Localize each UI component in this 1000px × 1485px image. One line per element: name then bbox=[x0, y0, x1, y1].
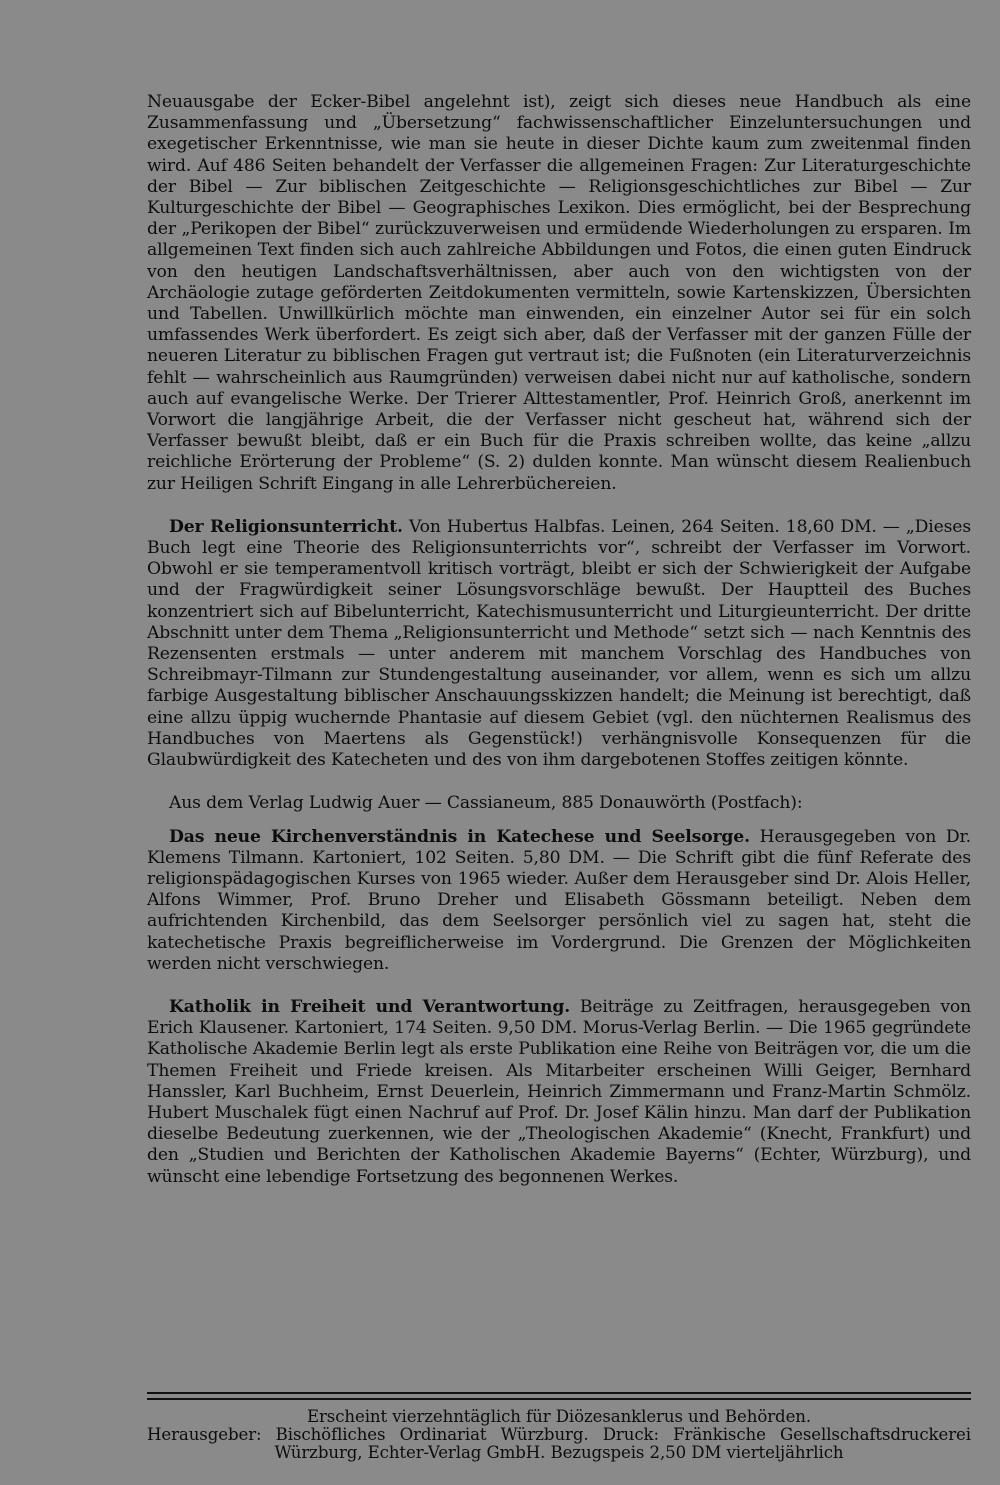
review-text: Herausgegeben von Dr. Klemens Tilmann. Kartoniert, 102 Seiten. 5,80 DM. — Die Schrift gibt die fünf Referate des religionspädagogischen Kurses von 1965 wieder. Außer dem Herausgeber sind Dr. Alois Heller, Alfons Wimmer, Prof. Bruno Dreher und Elisabeth Gössmann beteiligt. Neben dem aufrichtenden Kirchenbild, das dem Seelsorger persönlich viel zu sagen hat, steht die katechetische Praxis begreiflicherweise im Vordergrund. Die Grenzen der Möglichkeiten werden nicht verschwiegen. bbox=[147, 826, 971, 974]
book-title: Katholik in Freiheit und Verantwortung. bbox=[169, 996, 571, 1017]
review-text: Von Hubertus Halbfas. Leinen, 264 Seiten. 18,60 DM. — „Dieses Buch legt eine Theorie des Religionsunterrichts vor“, schreibt der Verfasser im Vorwort. Obwohl er sie temperamentvoll kritisch vorträgt, bleibt er sich der Schwierigkeit der Aufgabe und der Fragwürdigkeit seiner Lösungsvorschläge bewußt. Der Hauptteil des Buches konzentriert sich auf Bibelunterricht, Katechismusunterricht und Liturgieunterricht. Der dritte Abschnitt unter dem Thema „Religionsunterricht und Methode“ setzt sich — nach Kenntnis des Rezensenten erstmals — unter anderem mit manchem Vorschlag des Handbuches von Schreibmayr-Tilmann zur Stundengestaltung auseinander, vor allem, wenn es sich um allzu farbige Ausgestaltung biblischer Anschauungsskizzen handelt; die Meinung ist berechtigt, daß eine allzu üppig wuchernde Phantasie auf diesem Gebiet (vgl. den nüchternen Realismus des Handbuches von Maertens als Gegenstück!) verhängnisvolle Konsequenzen für die Glaubwürdigkeit des Katecheten und des von ihm dargebotenen Stoffes zeitigen könnte. bbox=[147, 516, 971, 771]
review-paragraph-katholik bbox=[147, 997, 971, 1188]
book-title: Das neue Kirchenverständnis in Katechese und Seelsorge. bbox=[169, 826, 750, 847]
review-text: Beiträge zu Zeitfragen, herausgegeben von Erich Klausener. Kartoniert, 174 Seiten. 9,50 DM. Morus-Verlag Berlin. — Die 1965 gegründete Katholische Akademie Berlin legt als erste Publikation eine Reihe von Beiträgen vor, die um die Themen Freiheit und Friede kreisen. Als Mitarbeiter erscheinen Willi Geiger, Bernhard Hanssler, Karl Buchheim, Ernst Deuerlein, Heinrich Zimmermann und Franz-Martin Schmölz. Hubert Muschalek fügt einen Nachruf auf Prof. Dr. Josef Kälin hinzu. Man darf der Publikation dieselbe Bedeutung zuerkennen, wie der „Theologischen Akademie“ (Knecht, Frankfurt) und den „Studien und Berichten der Katholischen Akademie Bayerns“ (Echter, Würzburg), und wünscht eine lebendige Fortsetzung des begonnenen Werkes. bbox=[147, 996, 971, 1187]
footer-imprint: Herausgeber: Bischöfliches Ordinariat Würzburg. Druck: Fränkische Gesellschaftsdruckerei Würzburg, Echter-Verlag GmbH. Bezugspeis 2,50 DM vierteljährlich bbox=[147, 1425, 971, 1462]
footer-publication-note: Erscheint vierzehntäglich für Diözesanklerus und Behörden. bbox=[306, 1407, 812, 1426]
page-body bbox=[147, 92, 971, 1188]
review-paragraph-ecker-bibel bbox=[147, 92, 971, 495]
book-title: Der Religionsunterricht. bbox=[169, 516, 403, 537]
review-text: Neuausgabe der Ecker-Bibel angelehnt ist), zeigt sich dieses neue Handbuch als eine Zusammenfassung und „Übersetzung“ fachwissenschaftlicher Einzeluntersuchungen und exegetischer Erkenntnisse, wie man sie heute in dieser Dichte kaum zum zweitenmal finden wird. Auf 486 Seiten behandelt der Verfasser die allgemeinen Fragen: Zur Literaturgeschichte der Bibel — Zur biblischen Zeitgeschichte — Religionsgeschichtliches zur Bibel — Zur Kulturgeschichte der Bibel — Geographisches Lexikon. Dies ermöglicht, bei der Besprechung der „Perikopen der Bibel“ zurückzuverweisen und ermüdende Wiederholungen zu ersparen. Im allgemeinen Text finden sich auch zahlreiche Abbildungen und Fotos, die einen guten Eindruck von den heutigen Landschaftsverhältnissen, aber auch von den wichtigsten von der Archäologie zutage geförderten Zeitdokumenten vermitteln, sowie Kartenskizzen, Übersichten und Tabellen. Unwillkürlich möchte man einwenden, ein einzelner Autor sei für ein solch umfassendes Werk überfordert. Es zeigt sich aber, daß der Verfasser mit der ganzen Fülle der neueren Literatur zu biblischen Fragen gut vertraut ist; die Fußnoten (ein Literaturverzeichnis fehlt — wahrscheinlich aus Raumgründen) verweisen dabei nicht nur auf katholische, sondern auch auf evangelische Werke. Der Trierer Alttestamentler, Prof. Heinrich Groß, anerkennt im Vorwort die langjährige Arbeit, die der Verfasser nicht gescheut hat, während sich der Verfasser bewußt bleibt, daß er ein Buch für die Praxis schreiben wollte, das keine „allzu reichliche Erörterung der Probleme“ (S. 2) dulden konnte. Man wünscht diesem Realienbuch zur Heiligen Schrift Eingang in alle Lehrerbüchereien. bbox=[147, 92, 971, 494]
footer-rule-bottom bbox=[147, 1398, 971, 1400]
review-paragraph-kirchenverstaendnis bbox=[147, 827, 971, 975]
publisher-line: Aus dem Verlag Ludwig Auer — Cassianeum, 885 Donauwörth (Postfach): bbox=[169, 793, 803, 814]
review-paragraph-religionsunterricht bbox=[147, 517, 971, 771]
imprint-footer bbox=[147, 1408, 971, 1462]
footer-rule-top bbox=[147, 1392, 971, 1394]
